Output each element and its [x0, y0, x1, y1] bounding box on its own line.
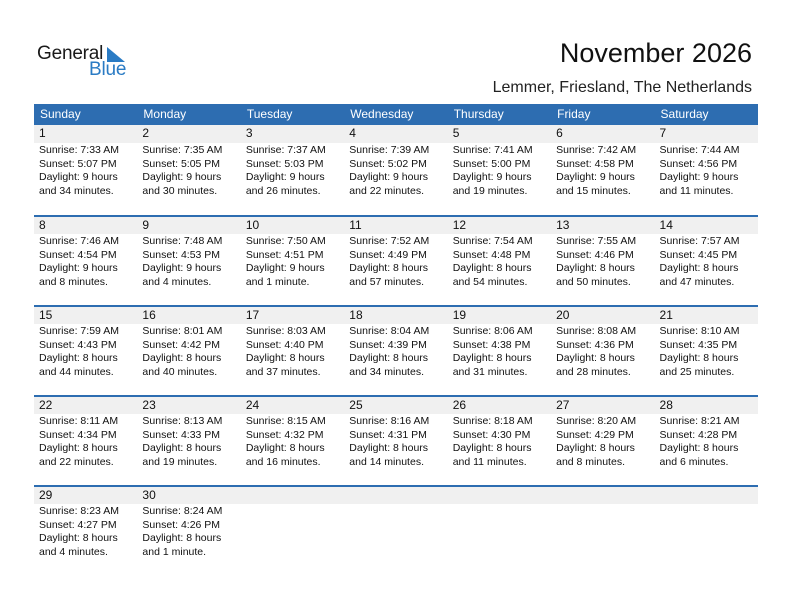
sunrise-time: Sunrise: 8:08 AM: [556, 325, 637, 337]
sunrise-time: Sunrise: 8:11 AM: [39, 415, 119, 427]
day-cell: [137, 414, 240, 469]
daylight-minutes: and 19 minutes.: [142, 455, 218, 468]
day-number: 28: [659, 398, 673, 412]
day-number: 11: [349, 218, 362, 232]
daylight-hours: Daylight: 8 hours: [245, 442, 325, 454]
day-info-row: [34, 414, 758, 469]
day-number: 26: [452, 398, 467, 412]
sunrise-time: Sunrise: 7:39 AM: [349, 144, 430, 156]
daylight-minutes: and 6 minutes.: [659, 455, 729, 468]
daylight-hours: Daylight: 8 hours: [556, 262, 635, 274]
daylight-hours: Daylight: 9 hours: [556, 171, 635, 183]
daylight-minutes: and 8 minutes.: [39, 275, 108, 288]
daylight-hours: Daylight: 8 hours: [142, 442, 222, 454]
sunset-time: Sunset: 4:43 PM: [39, 338, 117, 351]
week-row: [34, 215, 758, 305]
sunset-time: Sunset: 4:51 PM: [245, 248, 324, 261]
logo-text-blue: Blue: [89, 59, 127, 80]
daylight-minutes: and 37 minutes.: [245, 365, 321, 378]
day-cell: [137, 504, 240, 559]
sunrise-time: Sunrise: 7:42 AM: [556, 144, 637, 156]
daylight-hours: Daylight: 8 hours: [142, 352, 222, 364]
daylight-minutes: and 8 minutes.: [556, 455, 625, 468]
daylight-minutes: and 26 minutes.: [245, 184, 321, 197]
day-cell: [241, 414, 344, 469]
location-subtitle: Lemmer, Friesland, The Netherlands: [492, 79, 752, 96]
sunrise-time: Sunrise: 7:50 AM: [245, 235, 326, 247]
day-number: 12: [452, 218, 467, 232]
day-info-row: [34, 504, 758, 559]
day-number: 7: [659, 126, 667, 140]
page-title: November 2026: [559, 38, 752, 68]
day-cell: [344, 414, 447, 469]
weekday-header: Saturday: [660, 107, 709, 121]
day-cell: [655, 414, 758, 469]
day-number: [344, 487, 447, 504]
daylight-minutes: and 22 minutes.: [349, 184, 424, 197]
day-cell: [448, 234, 551, 289]
sunset-time: Sunset: 4:28 PM: [659, 428, 738, 441]
sunset-time: Sunset: 4:54 PM: [39, 248, 117, 261]
daylight-hours: Daylight: 8 hours: [349, 262, 429, 274]
day-number: 10: [245, 218, 260, 232]
sunrise-time: Sunrise: 8:15 AM: [245, 415, 326, 427]
daylight-minutes: and 54 minutes.: [452, 275, 528, 288]
daylight-hours: Daylight: 8 hours: [39, 532, 118, 544]
day-cell: [448, 414, 551, 469]
day-cell: [551, 234, 654, 289]
sunset-time: Sunset: 5:05 PM: [142, 157, 221, 170]
sunset-time: Sunset: 4:30 PM: [452, 428, 531, 441]
day-number: 1: [39, 126, 46, 140]
day-number: 24: [245, 398, 260, 412]
sunrise-time: Sunrise: 7:33 AM: [39, 144, 119, 156]
weekday-header: Thursday: [453, 107, 504, 121]
sunset-time: Sunset: 4:53 PM: [142, 248, 221, 261]
brand-logo: [37, 43, 137, 83]
day-cell: [137, 143, 240, 198]
day-cell: [137, 234, 240, 289]
day-cell: [551, 504, 654, 559]
sunrise-time: Sunrise: 8:20 AM: [556, 415, 637, 427]
day-number: 15: [39, 308, 53, 322]
day-number: [241, 487, 344, 504]
sunset-time: Sunset: 4:34 PM: [39, 428, 117, 441]
daylight-minutes: and 1 minute.: [142, 545, 207, 558]
daylight-minutes: and 30 minutes.: [142, 184, 218, 197]
sunrise-time: Sunrise: 8:13 AM: [142, 415, 223, 427]
daylight-hours: Daylight: 8 hours: [659, 352, 739, 364]
sunrise-time: Sunrise: 8:01 AM: [142, 325, 223, 337]
day-number: 9: [142, 218, 150, 232]
sunset-time: Sunset: 5:00 PM: [452, 157, 531, 170]
daylight-hours: Daylight: 8 hours: [452, 352, 532, 364]
sunrise-time: Sunrise: 7:59 AM: [39, 325, 119, 337]
daylight-hours: Daylight: 9 hours: [349, 171, 429, 183]
sunrise-time: Sunrise: 8:10 AM: [659, 325, 740, 337]
sunset-time: Sunset: 4:27 PM: [39, 518, 117, 531]
daylight-minutes: and 14 minutes.: [349, 455, 424, 468]
sunset-time: Sunset: 4:56 PM: [659, 157, 738, 170]
day-number: 3: [245, 126, 253, 140]
day-cell: [241, 143, 344, 198]
sunrise-time: Sunrise: 7:37 AM: [245, 144, 326, 156]
week-row: [34, 305, 758, 395]
sunset-time: Sunset: 4:48 PM: [452, 248, 531, 261]
day-cell: [448, 504, 551, 559]
daylight-minutes: and 47 minutes.: [659, 275, 735, 288]
daylight-minutes: and 28 minutes.: [556, 365, 631, 378]
day-number: 2: [142, 126, 150, 140]
day-number: 5: [452, 126, 460, 140]
daylight-minutes: and 19 minutes.: [452, 184, 528, 197]
sunrise-time: Sunrise: 8:24 AM: [142, 505, 223, 517]
daylight-hours: Daylight: 9 hours: [245, 262, 325, 274]
day-cell: [655, 324, 758, 379]
sunset-time: Sunset: 5:03 PM: [245, 157, 324, 170]
day-cell: [344, 143, 447, 198]
day-number: 25: [349, 398, 363, 412]
sunset-time: Sunset: 4:36 PM: [556, 338, 634, 351]
daylight-hours: Daylight: 9 hours: [452, 171, 532, 183]
day-number: 19: [452, 308, 467, 322]
day-number: 29: [39, 488, 53, 502]
day-number: 20: [556, 308, 570, 322]
day-cell: [448, 143, 551, 198]
day-info-row: [34, 324, 758, 379]
sunset-time: Sunset: 4:42 PM: [142, 338, 221, 351]
sunset-time: Sunset: 4:58 PM: [556, 157, 634, 170]
daylight-hours: Daylight: 8 hours: [245, 352, 325, 364]
sunrise-time: Sunrise: 7:41 AM: [452, 144, 533, 156]
day-cell: [137, 324, 240, 379]
daylight-minutes: and 11 minutes.: [452, 455, 527, 468]
weekday-header: Wednesday: [350, 107, 414, 121]
sunrise-time: Sunrise: 8:03 AM: [245, 325, 326, 337]
sunset-time: Sunset: 4:45 PM: [659, 248, 738, 261]
sunset-time: Sunset: 4:32 PM: [245, 428, 324, 441]
daylight-minutes: and 11 minutes.: [659, 184, 734, 197]
day-number-row: [34, 485, 758, 504]
week-row: [34, 485, 758, 575]
day-number: [655, 487, 758, 504]
day-cell: [34, 414, 137, 469]
daylight-hours: Daylight: 8 hours: [39, 352, 118, 364]
day-number: 8: [39, 218, 46, 232]
day-cell: [344, 234, 447, 289]
sunrise-time: Sunrise: 7:55 AM: [556, 235, 637, 247]
daylight-minutes: and 31 minutes.: [452, 365, 528, 378]
sunset-time: Sunset: 4:38 PM: [452, 338, 531, 351]
sunset-time: Sunset: 4:26 PM: [142, 518, 221, 531]
sunrise-time: Sunrise: 7:48 AM: [142, 235, 223, 247]
daylight-hours: Daylight: 8 hours: [556, 352, 635, 364]
daylight-minutes: and 15 minutes.: [556, 184, 631, 197]
day-info-row: [34, 234, 758, 289]
daylight-minutes: and 34 minutes.: [349, 365, 424, 378]
sunrise-time: Sunrise: 7:35 AM: [142, 144, 223, 156]
week-row: [34, 125, 758, 215]
day-cell: [34, 143, 137, 198]
day-number: 21: [659, 308, 673, 322]
daylight-hours: Daylight: 9 hours: [39, 171, 118, 183]
day-number: 18: [349, 308, 363, 322]
daylight-hours: Daylight: 8 hours: [39, 442, 118, 454]
daylight-hours: Daylight: 8 hours: [452, 262, 532, 274]
day-number: 6: [556, 126, 563, 140]
day-number: 22: [39, 398, 53, 412]
logo-text-general: General: [37, 43, 104, 64]
day-cell: [241, 504, 344, 559]
daylight-hours: Daylight: 9 hours: [142, 262, 222, 274]
day-cell: [655, 143, 758, 198]
day-cell: [551, 143, 654, 198]
weekday-header: Monday: [143, 107, 187, 121]
day-number: 13: [556, 218, 570, 232]
day-cell: [241, 234, 344, 289]
weekday-header: Friday: [557, 107, 591, 121]
week-row: [34, 395, 758, 485]
day-number: [551, 487, 654, 504]
sunset-time: Sunset: 4:29 PM: [556, 428, 634, 441]
daylight-minutes: and 4 minutes.: [142, 275, 212, 288]
calendar-grid: [34, 104, 758, 575]
day-cell: [551, 414, 654, 469]
daylight-hours: Daylight: 9 hours: [39, 262, 118, 274]
sunrise-time: Sunrise: 7:46 AM: [39, 235, 119, 247]
daylight-hours: Daylight: 8 hours: [452, 442, 532, 454]
sunrise-time: Sunrise: 7:52 AM: [349, 235, 430, 247]
sunrise-time: Sunrise: 7:54 AM: [452, 235, 533, 247]
day-info-row: [34, 143, 758, 198]
day-number-row: [34, 395, 758, 414]
daylight-hours: Daylight: 8 hours: [556, 442, 635, 454]
day-number: 14: [659, 218, 673, 232]
calendar-weeks: [34, 125, 758, 575]
sunrise-time: Sunrise: 7:57 AM: [659, 235, 740, 247]
day-cell: [344, 324, 447, 379]
sunset-time: Sunset: 4:35 PM: [659, 338, 738, 351]
day-cell: [34, 234, 137, 289]
sunset-time: Sunset: 4:46 PM: [556, 248, 634, 261]
sunset-time: Sunset: 4:39 PM: [349, 338, 427, 351]
daylight-hours: Daylight: 9 hours: [659, 171, 739, 183]
daylight-hours: Daylight: 9 hours: [245, 171, 325, 183]
daylight-hours: Daylight: 8 hours: [659, 442, 739, 454]
daylight-minutes: and 1 minute.: [245, 275, 310, 288]
daylight-hours: Daylight: 8 hours: [142, 532, 222, 544]
day-number-row: [34, 305, 758, 324]
daylight-minutes: and 40 minutes.: [142, 365, 218, 378]
sunrise-time: Sunrise: 8:06 AM: [452, 325, 533, 337]
sunset-time: Sunset: 4:31 PM: [349, 428, 427, 441]
day-number: [448, 487, 551, 504]
sunrise-time: Sunrise: 7:44 AM: [659, 144, 740, 156]
daylight-minutes: and 16 minutes.: [245, 455, 321, 468]
daylight-hours: Daylight: 9 hours: [142, 171, 222, 183]
day-cell: [34, 324, 137, 379]
day-number: 4: [349, 126, 356, 140]
daylight-minutes: and 44 minutes.: [39, 365, 114, 378]
sunrise-time: Sunrise: 8:23 AM: [39, 505, 119, 517]
day-cell: [655, 504, 758, 559]
day-number: 17: [245, 308, 260, 322]
daylight-minutes: and 4 minutes.: [39, 545, 108, 558]
daylight-minutes: and 50 minutes.: [556, 275, 631, 288]
sunset-time: Sunset: 4:40 PM: [245, 338, 324, 351]
day-number: 27: [556, 398, 570, 412]
weekday-header-row: [34, 104, 758, 125]
daylight-hours: Daylight: 8 hours: [349, 442, 429, 454]
weekday-header: Tuesday: [246, 107, 293, 121]
daylight-minutes: and 25 minutes.: [659, 365, 735, 378]
daylight-hours: Daylight: 8 hours: [349, 352, 429, 364]
sunset-time: Sunset: 5:02 PM: [349, 157, 427, 170]
daylight-minutes: and 57 minutes.: [349, 275, 424, 288]
sunrise-time: Sunrise: 8:21 AM: [659, 415, 740, 427]
day-cell: [34, 504, 137, 559]
sunrise-time: Sunrise: 8:04 AM: [349, 325, 430, 337]
day-number: 16: [142, 308, 156, 322]
day-number: 30: [142, 488, 156, 502]
day-number-row: [34, 125, 758, 143]
day-cell: [241, 324, 344, 379]
sunset-time: Sunset: 5:07 PM: [39, 157, 117, 170]
sunset-time: Sunset: 4:49 PM: [349, 248, 427, 261]
sunrise-time: Sunrise: 8:16 AM: [349, 415, 430, 427]
daylight-minutes: and 22 minutes.: [39, 455, 114, 468]
day-cell: [344, 504, 447, 559]
sunrise-time: Sunrise: 8:18 AM: [452, 415, 533, 427]
daylight-hours: Daylight: 8 hours: [659, 262, 739, 274]
day-cell: [551, 324, 654, 379]
sunset-time: Sunset: 4:33 PM: [142, 428, 221, 441]
weekday-header: Sunday: [40, 107, 81, 121]
day-number-row: [34, 215, 758, 234]
day-cell: [655, 234, 758, 289]
day-cell: [448, 324, 551, 379]
day-number: 23: [142, 398, 156, 412]
daylight-minutes: and 34 minutes.: [39, 184, 114, 197]
